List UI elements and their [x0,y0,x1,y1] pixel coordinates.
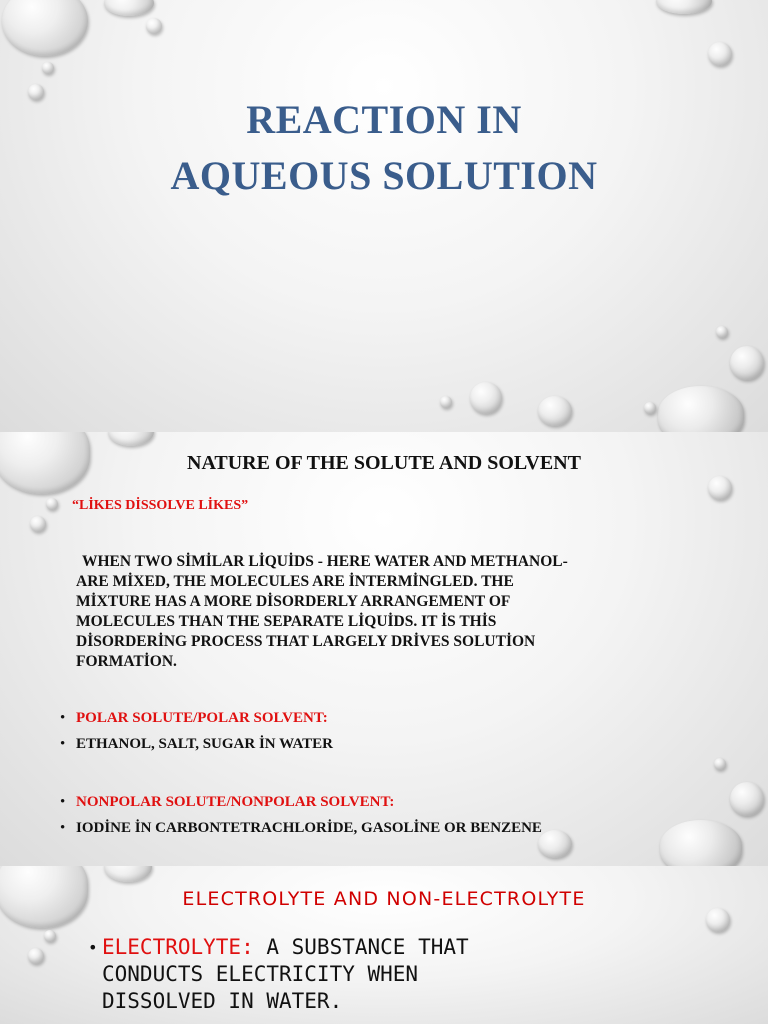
water-drop [730,346,764,380]
electrolyte-definition: A SUBSTANCE THAT [253,935,469,959]
title-line-1: REACTION IN [246,97,522,142]
bullet-dot: • [60,736,66,752]
bullet-dot: • [60,710,66,726]
electrolyte-label: ELECTROLYTE: [102,935,254,959]
bullet-text: POLAR SOLUTE/POLAR SOLVENT: [76,710,328,726]
bullet-line [102,934,562,961]
water-drop [538,396,572,426]
bullet-line: CONDUCTS ELECTRICITY WHEN [102,962,419,986]
slide-heading: NATURE OF THE SOLUTE AND SOLVENT [187,452,581,474]
bullet-item [60,794,394,811]
title-line-2: AQUEOUS SOLUTION [170,153,598,198]
bullet-line: DISSOLVED IN WATER. [102,989,343,1013]
water-drop [470,382,502,414]
quote-text: “LİKES DİSSOLVE LİKES” [72,498,249,513]
slide-title-heading [0,92,768,204]
bullet-text: ETHANOL, SALT, SUGAR İN WATER [76,736,334,752]
electrolyte-bullet [88,934,562,1015]
water-drop [146,18,162,34]
water-drop [708,42,732,66]
explanation-paragraph [76,552,676,672]
bullet-item [60,736,333,753]
water-drop [708,476,732,500]
water-drop [730,782,764,816]
water-drop [108,432,154,446]
water-drop [104,0,154,16]
water-drop [656,0,712,14]
bullet-item [60,710,328,727]
paragraph-line: MOLECULES THAN THE SEPARATE LİQUİDS. IT İS THİS [76,613,497,630]
slide-electrolyte [0,866,768,1024]
water-drop [30,516,46,532]
water-drop [44,930,56,942]
paragraph-line: ARE MİXED, THE MOLECULES ARE İNTERMİNGLED. THE [76,573,514,590]
water-drop [706,908,730,932]
water-drop [538,830,572,858]
water-drop [440,396,452,408]
paragraph-line: DİSORDERİNG PROCESS THAT LARGELY DRİVES SOLUTİON [76,633,536,650]
slide-title [0,0,768,432]
bullet-dot: • [88,938,98,957]
paragraph-line: FORMATİON. [76,653,177,670]
bullet-text: NONPOLAR SOLUTE/NONPOLAR SOLVENT: [76,794,395,810]
water-drop [716,326,728,338]
water-drop [644,402,656,414]
water-drop [2,0,88,56]
bullet-text: IODİNE İN CARBONTETRACHLORİDE, GASOLİNE OR BENZENE [76,820,542,836]
paragraph-line: WHEN TWO SİMİLAR LİQUİDS - HERE WATER AND METHANOL- [82,553,568,570]
water-drop [104,866,152,882]
water-drop [658,386,744,432]
water-drop [28,948,44,964]
bullet-dot: • [60,820,66,836]
bullet-item [60,820,542,837]
water-drop [714,758,726,770]
slide-nature-of-solute [0,432,768,866]
water-drop [46,498,58,510]
water-drop [42,62,54,74]
slide-heading: ELECTROLYTE AND NON-ELECTROLYTE [182,888,586,910]
paragraph-line: MİXTURE HAS A MORE DİSORDERLY ARRANGEMENT OF [76,593,511,610]
water-drop [660,820,742,866]
bullet-dot: • [60,794,66,810]
